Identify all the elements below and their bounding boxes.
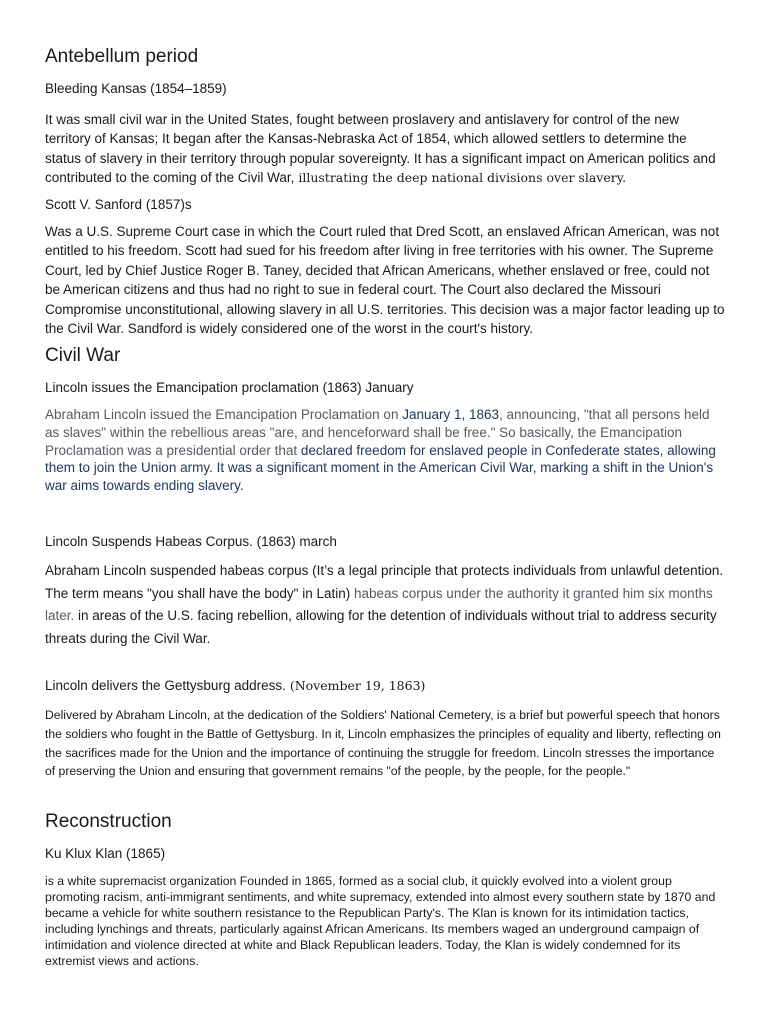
paragraph-gettysburg: Delivered by Abraham Lincoln, at the dedication of the Soldiers' National Cemetery, is a brief but powerful speech that honors the soldiers who fought in the Battle of Gettysburg. In it, Lincoln emphasizes the principles of equality and liberty, reflecting on the sacrifices made for the Union and the importance of continuing the struggle for freedom. Lincoln stresses the importance of preserving the Union and ensuring that government remains "of the people, by the people, for the people." xyxy=(45,708,721,779)
paragraph-ku-klux-klan: is a white supremacist organization Founded in 1865, formed as a social club, it quickly evolved into a violent group promoting racism, anti-immigrant sentiments, and white supremacy, extended into almost every southern state by 1870 and became a vehicle for white southern resistance to the Republican Party's. The Klan is known for its intimidation tactics, including lynchings and threats, particularly against African Americans. Its members waged an underground campaign of intimidation and violence directed at white and Black Republican leaders. Today, the Klan is widely condemned for its extremist views and actions. xyxy=(45,874,716,968)
paragraph-bleeding-kansas xyxy=(45,110,725,188)
subheading-bleeding-kansas: Bleeding Kansas (1854–1859) xyxy=(45,81,227,96)
gettysburg-date: (November 19, 1863) xyxy=(285,678,426,693)
habeas-part1: Abraham Lincoln suspended habeas corpus (It’s a legal principle that protects individuals from unlawful detention. The term means "you shall have the body" in Latin) xyxy=(45,563,724,601)
kansas-body: It was small civil war in the United States, fought between proslavery and antislavery for control of the new territory of Kansas; It began after the Kansas-Nebraska Act of 1854, which allowed settlers to determine the status of slavery in their territory through popular sovereignty. It has a significant impact on American politics and contributed to the coming of the Civil War, xyxy=(45,112,716,186)
paragraph-scott-v-sanford: Was a U.S. Supreme Court case in which the Court ruled that Dred Scott, an enslaved African American, was not entitled to his freedom. Scott had sued for his freedom after living in free territories with his owner. The Supreme Court, led by Chief Justice Roger B. Taney, decided that African Americans, whether enslaved or free, could not be American citizens and thus had no right to sue in federal court. The Court also declared the Missouri Compromise unconstitutional, allowing slavery in all U.S. territories. This decision was a major factor leading up to the Civil War. Sandford is widely considered one of the worst in the court's history. xyxy=(45,224,725,337)
subheading-scott-v-sanford: Scott V. Sanford (1857)s xyxy=(45,197,192,212)
paragraph-habeas-corpus xyxy=(45,560,725,650)
paragraph-emancipation xyxy=(45,406,725,495)
emancipation-part2: , announcing, "that all persons held as slaves" within the rebellious areas "are, and henceforward shall be free." So basically, the Emancipation Proclamation was a presidential order that xyxy=(45,407,710,458)
habeas-part3: in areas of the U.S. facing rebellion, allowing for the detention of individuals without trial to address security threats during the Civil War. xyxy=(45,608,717,646)
emancipation-part1: Abraham Lincoln issued the Emancipation Proclamation on xyxy=(45,407,403,422)
subheading-ku-klux-klan: Ku Klux Klan (1865) xyxy=(45,846,166,861)
subheading-emancipation: Lincoln issues the Emancipation proclamation (1863) January xyxy=(45,380,414,395)
gettysburg-title: Lincoln delivers the Gettysburg address. xyxy=(45,678,286,693)
emancipation-part3: declared freedom for enslaved people in Confederate states, allowing them to join the Union army. It was a significant moment in the American Civil War, marking a shift in the Union's war aims towards ending slavery. xyxy=(45,442,716,494)
kansas-body-end: illustrating the deep national divisions over slavery. xyxy=(294,170,627,186)
heading-antebellum: Antebellum period xyxy=(45,46,199,67)
habeas-part2: habeas corpus under the authority it granted him six months later. xyxy=(45,585,713,623)
heading-reconstruction: Reconstruction xyxy=(45,811,172,832)
heading-civil-war: Civil War xyxy=(45,345,121,366)
subheading-gettysburg xyxy=(45,677,725,695)
emancipation-date: January 1, 1863 xyxy=(402,407,500,422)
subheading-habeas-corpus: Lincoln Suspends Habeas Corpus. (1863) march xyxy=(45,534,337,549)
